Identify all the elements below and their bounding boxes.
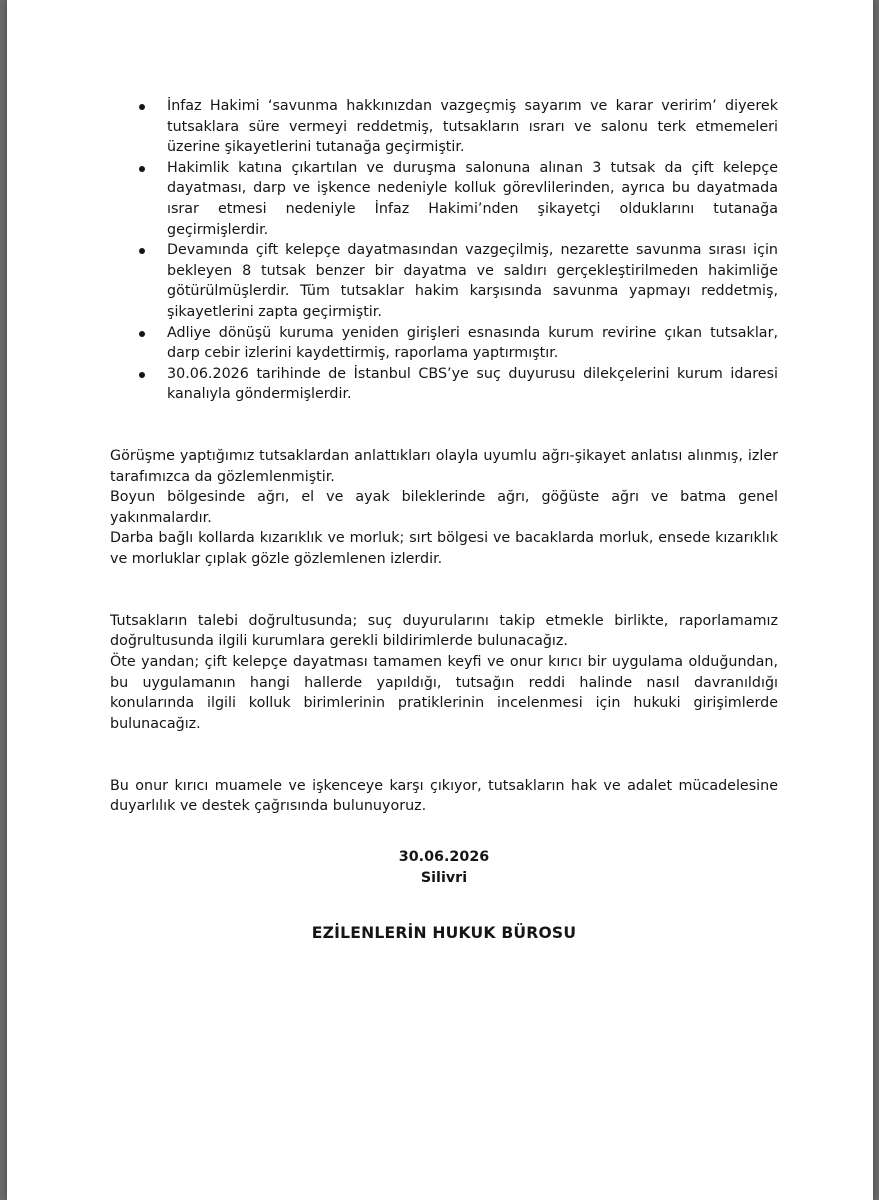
list-item-text: 30.06.2026 tarihinde de İstanbul CBS’ye suç duyurusu dilekçelerini kurum idaresi kanalıyla göndermişlerdir. [167,365,778,403]
organization-name: EZİLENLERİN HUKUK BÜROSU [311,923,577,942]
list-item-text: Devamında çift kelepçe dayatmasından vazgeçilmiş, nezarette savunma sırası için bekleyen 8 tutsak benzer bir dayatma ve saldırı gerçekleştirilmeden hakimliğe götürülmüşlerdir. Tüm tutsaklar hakim karşısında savunma yapmayı reddetmiş, şikayetlerini zapta geçirmiştir. [167,242,778,320]
list-item-text: Adliye dönüşü kuruma yeniden girişleri esnasında kurum revirine çıkan tutsaklar, darp cebir izlerini kaydettirmiş, raporlama yaptırmıştır. [167,324,778,362]
list-item [110,364,778,405]
document-body [110,96,778,943]
document-page [7,0,873,1200]
paragraph: Boyun bölgesinde ağrı, el ve ayak bileklerinde ağrı, göğüste ağrı ve batma genel yakınmalardır. [110,489,778,526]
list-item [110,240,778,322]
list-item-text: İnfaz Hakimi ‘savunma hakkınızdan vazgeçmiş sayarım ve karar veririm’ diyerek tutsaklara süre vermeyi reddetmiş, tutsakların ısrarı ve salonu terk etmemeleri üzerine şikayetlerini tutanağa geçirmiştir. [167,98,778,156]
signature-date: 30.06.2026 [398,849,490,866]
list-item [110,323,778,364]
bullet-icon [139,372,145,378]
paragraph: Bu onur kırıcı muamele ve işkenceye karşı çıkıyor, tutsakların hak ve adalet mücadelesine duyarlılık ve destek çağrısında bulunuyoruz. [110,777,778,815]
list-item [110,158,778,240]
list-item [110,96,778,158]
signature-place: Silivri [420,869,468,886]
bullet-icon [139,104,145,110]
paragraph: Görüşme yaptığımız tutsaklardan anlattıkları olayla uyumlu ağrı-şikayet anlatısı alınmış, izler tarafımızca da gözlemlenmiştir. [110,448,778,485]
paragraph: Tutsakların talebi doğrultusunda; suç duyurularını takip etmekle birlikte, raporlamamız doğrultusunda ilgili kurumlara gerekli bildirimlerde bulunacağız. [110,612,778,650]
paragraph: Darba bağlı kollarda kızarıklık ve morluk; sırt bölgesi ve bacaklarda morluk, ensede kızarıklık ve morluklar çıplak gözle gözlemlenen izlerdir. [110,530,778,568]
paragraph: Öte yandan; çift kelepçe dayatması tamamen keyfi ve onur kırıcı bir uygulama olduğundan, bu uygulamanın hangi hallerde yapıldığı, tutsağın reddi halinde nasıl davranıldığı konularında ilgili kolluk birimlerinin pratiklerinin incelenmesi için hukuki girişimlerde bulunacağız. [110,654,778,732]
bullet-list [110,96,778,405]
bullet-icon [139,248,145,254]
bullet-icon [139,331,145,337]
list-item-text: Hakimlik katına çıkartılan ve duruşma salonuna alınan 3 tutsak da çift kelepçe dayatması, darp ve işkence nedeniyle kolluk görevlilerinden, ayrıca bu dayatmada ısrar etmesi nedeniyle İnfaz Hakimi’nden şikayetçi olduklarını tutanağa geçirmişlerdir. [167,159,778,238]
bullet-icon [139,166,145,172]
